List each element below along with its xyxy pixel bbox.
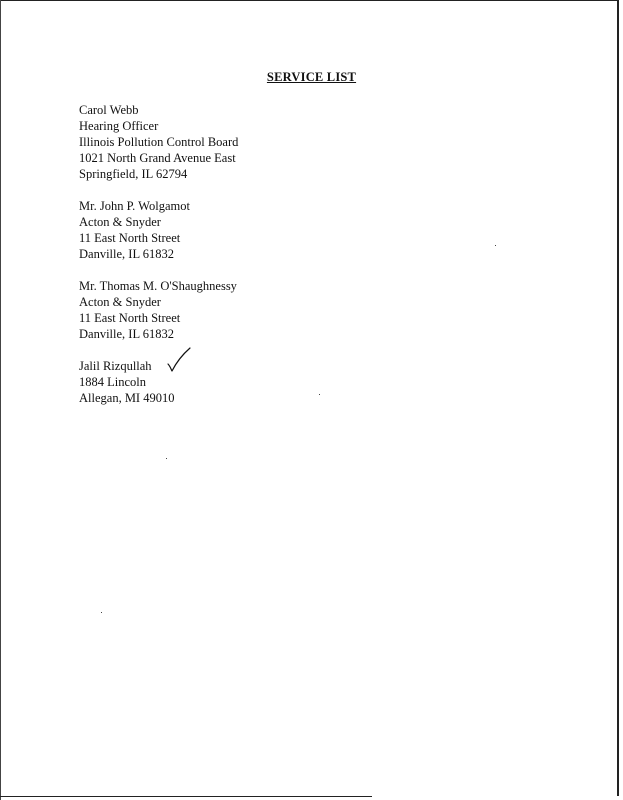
document-title: SERVICE LIST [266, 70, 357, 84]
entry-line: Hearing Officer [79, 119, 159, 133]
page-border-right [617, 0, 619, 796]
entry-line: 11 East North Street [79, 311, 181, 325]
handwritten-checkmark-icon [166, 347, 192, 373]
entry-name: Mr. Thomas M. O'Shaughnessy [79, 279, 237, 293]
entry-line: Acton & Snyder [79, 295, 161, 309]
entry-line: 1021 North Grand Avenue East [79, 151, 236, 165]
service-entry-oshaughnessy [79, 278, 237, 342]
scan-speck [319, 394, 320, 395]
scan-speck [495, 245, 496, 246]
entry-line: Illinois Pollution Control Board [79, 135, 239, 149]
entry-name: Jalil Rizqullah [79, 359, 152, 373]
entry-line: Allegan, MI 49010 [79, 391, 175, 405]
page-border-top [0, 0, 617, 1]
scan-speck [101, 612, 102, 613]
entry-line: 1884 Lincoln [79, 375, 147, 389]
entry-name: Carol Webb [79, 103, 139, 117]
entry-line: Springfield, IL 62794 [79, 167, 188, 181]
service-entry-wolgamot [79, 198, 190, 262]
entry-name: Mr. John P. Wolgamot [79, 199, 190, 213]
entry-line: Danville, IL 61832 [79, 247, 175, 261]
page-border-bottom [0, 796, 372, 797]
entry-line: 11 East North Street [79, 231, 181, 245]
page-border-left [0, 0, 1, 800]
service-entry-rizqullah [79, 358, 174, 406]
entry-line: Acton & Snyder [79, 215, 161, 229]
scan-speck [166, 458, 167, 459]
service-entry-webb [79, 102, 238, 182]
entry-line: Danville, IL 61832 [79, 327, 175, 341]
